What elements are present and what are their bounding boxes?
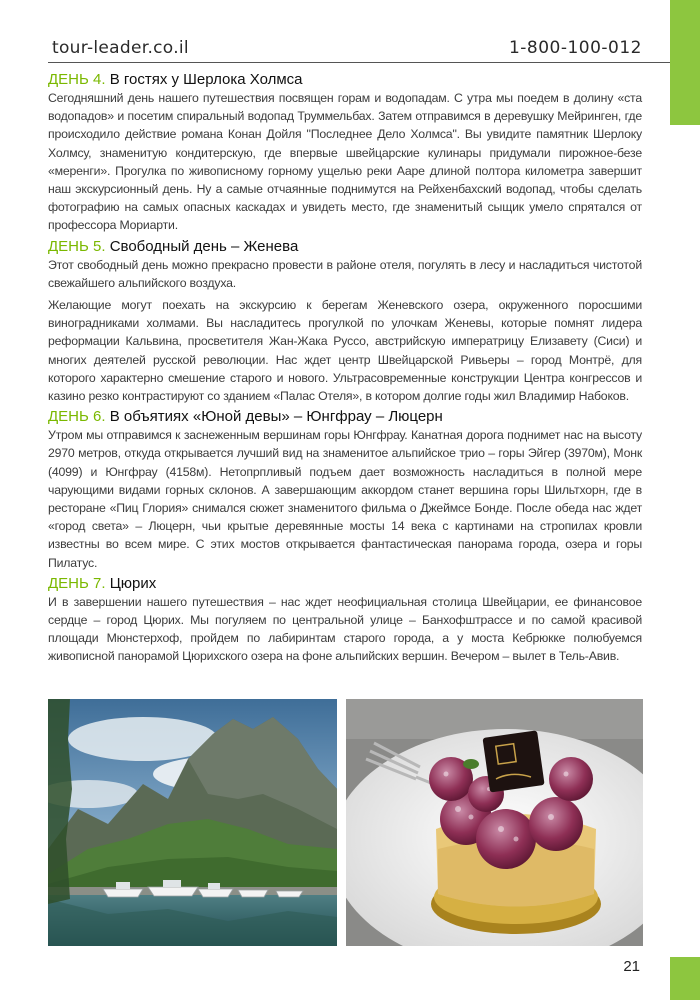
day-section [48,70,642,235]
day-label: ДЕНЬ 6. [48,408,106,426]
phone-number[interactable]: 1-800-100-012 [508,38,642,58]
day-paragraph: Желающие могут поехать на экскурсию к берегам Женевского озера, окруженного поросшими виноградниками холмами. Вы насладитесь прогулкой по улочкам Женевы, которые помнят лидера реформации Кальвина, просветителя Жан-Жака Руссо, австрийскую императрицу Елизавету (Сиси) и многих деятелей русской революции. Нас ждет центр Швейцарской Ривьеры – город Монтрё, для которого характерно смешение старого и нового. Ультрасовременные конструкции Центра конгрессов и казино резко контрастируют со зданием «Палас Отеля», в котором долгие годы жил Владимир Набоков. [48,298,642,404]
site-url[interactable]: tour-leader.co.il [52,38,189,58]
page-number: 21 [623,958,640,975]
day-label: ДЕНЬ 5. [48,237,106,255]
day-paragraph: Сегодняшний день нашего путешествия посвящен горам и водопадам. С утра мы поедем в долину «ста водопадов» и посетим спиральный водопад Труммельбах. Затем отправимся в деревушку Мейринген, где происходило действие романа Конан Дойля "Последнее Дело Холмса". Вы увидите памятник Шерлоку Холмсу, знаменитую кондитерскую, где впервые швейцарские кулинары придумали пирожное-безе «меренги». Прогулка по живописному горному ущелью реки Ааре длиной полтора километра завершит наш экскурсионный день. Ну а самые отчаянные поднимутся на Рейхенбахский водопад, чтобы сделать фотографию на самых опасных каскадах и увидеть место, где знаменитый сыщик умело спрятался от профессора Мориарти. [48,91,642,233]
day-paragraph: И в завершении нашего путешествия – нас ждет неофициальная столица Швейцарии, ее финансовое сердце – город Цюрих. Мы погуляем по центральной улице – Банхофштрассе и по самой красивой площади Мюнстерхоф, пройдем по лабиринтам старого города, а у моста Кебрюкке полюбуемся живописной панорамой Цюрихского озера на фоне альпийских вершин. Вечером – вылет в Тель-Авив. [48,594,642,664]
day-label: ДЕНЬ 7. [48,574,106,592]
header-divider [48,62,670,63]
day-section [48,237,642,406]
day-heading [48,407,642,426]
day-heading [48,70,642,89]
day-heading [48,574,642,593]
day-title: Свободный день – Женева [109,237,299,255]
day-title: Цюрих [109,574,157,592]
day-title: В объятиях «Юной девы» – Юнгфрау – Люцерн [109,408,443,426]
day-section [48,407,642,572]
page-header [52,38,642,62]
day-paragraph: Утром мы отправимся к заснеженным вершинам горы Юнгфрау. Канатная дорога поднимет нас на высоту 2970 метров, откуда открывается лучший вид на знаменитое альпийское трио – горы Эйгер (3970м), Монк (4099) и Юнгфрау (4158м). Нетопрпливый подъем дает возможность насладиться в полной мере чарующими видами горных склонов. А завершающим аккордом станет вершина горы Шильтхорн, где в ресторане «Пиц Глория» снимался сюжет знаменитого фильма о Джеймсе Бонде. После обеда нас ждет «город света» – Люцерн, чьи крытые деревянные мосты 14 века с картинами на стропилах кровли известны во всем мире. С этих мостов открывается фантастическая панорама города, озера и горы Пилатус. [48,428,642,570]
day-title: В гостях у Шерлока Холмса [109,71,303,88]
day-paragraph: Этот свободный день можно прекрасно провести в районе отеля, погулять в лесу и насладиться чистотой свежайшего альпийского воздуха. [48,257,642,290]
day-section [48,574,642,666]
mountain-lake-photo [48,699,337,946]
itinerary-content [48,70,642,666]
day-heading [48,237,642,256]
accent-tab-top [670,0,700,125]
day-label: ДЕНЬ 4. [48,71,106,88]
accent-tab-bottom [670,957,700,1000]
raspberry-cake-photo [346,699,643,946]
